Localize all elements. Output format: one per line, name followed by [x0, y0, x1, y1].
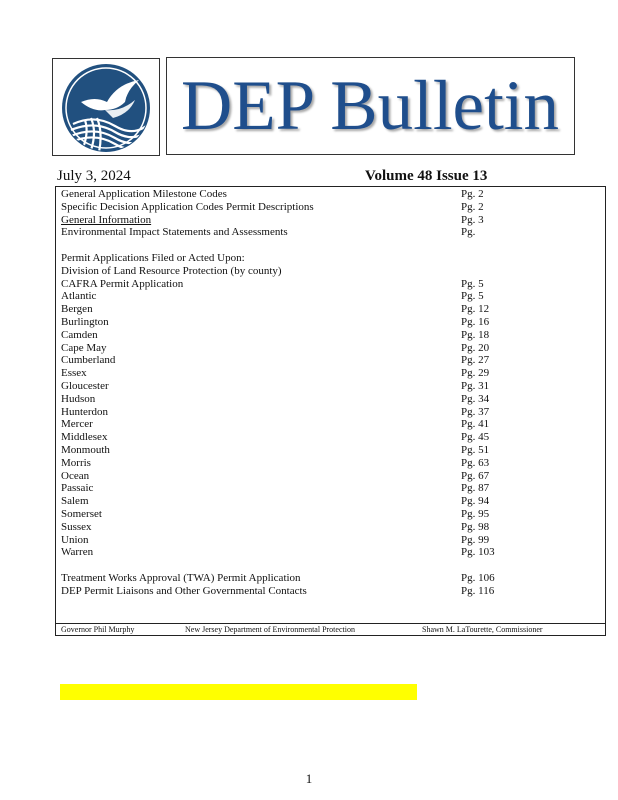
toc-row — [61, 457, 601, 470]
bulletin-title: DEP Bulletin — [181, 67, 560, 145]
toc-row — [61, 201, 601, 214]
toc-row-label: Mercer — [61, 418, 93, 431]
toc-row — [61, 329, 601, 342]
toc-row-page: Pg. 98 — [461, 520, 490, 533]
toc-row-label: General Application Milestone Codes — [61, 188, 227, 200]
toc-row-label: Somerset — [61, 507, 102, 520]
toc-row-page: Pg. — [461, 226, 476, 239]
toc-row — [61, 265, 601, 278]
toc-row-label: Passaic — [61, 482, 94, 495]
nj-dep-seal-icon — [55, 62, 157, 154]
toc-row-page: Pg. 2 — [461, 188, 484, 200]
toc-row — [61, 393, 601, 406]
toc-row — [61, 214, 601, 227]
toc-row-page: Pg. 2 — [461, 200, 484, 213]
toc-row-page: Pg. 94 — [461, 495, 490, 508]
toc-row-label: Hunterdon — [61, 405, 109, 418]
toc-row-label: Ocean — [61, 469, 90, 482]
toc-row-page: Pg. 20 — [461, 341, 490, 354]
toc-row-label: Environmental Impact Statements and Assessments — [61, 226, 288, 239]
toc-row-page: Pg. 67 — [461, 469, 490, 482]
toc-row — [61, 342, 601, 355]
toc-row-label: Hudson — [61, 392, 96, 405]
toc-row — [61, 226, 601, 239]
toc-row-label: Cumberland — [61, 354, 116, 367]
footer-commissioner: Shawn M. LaTourette, Commissioner — [422, 625, 543, 634]
logo-box — [52, 58, 160, 156]
toc-row-label: Monmouth — [61, 443, 110, 456]
toc-row-page: Pg. 31 — [461, 379, 490, 392]
footer-governor: Governor Phil Murphy — [61, 625, 135, 634]
toc-row-label: Atlantic — [61, 290, 97, 303]
toc-row-page: Pg. 3 — [461, 213, 484, 226]
toc-row-label: Middlesex — [61, 431, 108, 444]
issue-volume: Volume 48 Issue 13 — [365, 168, 488, 184]
toc-row — [61, 470, 601, 483]
toc-row-label: Morris — [61, 456, 91, 469]
toc-row-page: Pg. 29 — [461, 367, 490, 380]
toc-row-page: Pg. 18 — [461, 328, 490, 341]
toc-row — [61, 534, 601, 547]
issue-header — [57, 168, 577, 186]
toc-row-page: Pg. 16 — [461, 315, 490, 328]
toc-row — [61, 585, 601, 598]
toc-row — [61, 278, 601, 291]
toc-row — [61, 252, 601, 265]
toc-row — [61, 290, 601, 303]
toc-row-label: Division of Land Resource Protection (by county) — [61, 264, 282, 277]
toc-row-page: Pg. 45 — [461, 431, 490, 444]
toc-list — [61, 188, 601, 598]
toc-row-page: Pg. 99 — [461, 533, 490, 546]
toc-row-page: Pg. 41 — [461, 418, 490, 431]
toc-row-page: Pg. 116 — [461, 584, 495, 597]
toc-row — [61, 508, 601, 521]
toc-row-label: Sussex — [61, 520, 92, 533]
toc-row-label: Cape May — [61, 341, 107, 354]
page-number: 1 — [305, 771, 313, 786]
toc-row-page: Pg. 106 — [461, 571, 495, 584]
toc-row-label: Specific Decision Application Codes Permit Descriptions — [61, 200, 314, 213]
toc-row — [61, 444, 601, 457]
toc-row — [61, 303, 601, 316]
toc-row — [61, 188, 601, 201]
toc-row-page: Pg. 12 — [461, 303, 490, 316]
toc-row — [61, 546, 601, 559]
toc-row-label: Camden — [61, 328, 98, 341]
toc-row-page: Pg. 34 — [461, 392, 490, 405]
toc-row-page: Pg. 51 — [461, 443, 490, 456]
toc-row-page: Pg. 103 — [461, 546, 495, 559]
table-of-contents — [55, 186, 606, 636]
toc-spacer — [61, 239, 601, 252]
toc-row — [61, 431, 601, 444]
toc-row-page: Pg. 5 — [461, 277, 484, 290]
toc-row — [61, 316, 601, 329]
toc-row — [61, 418, 601, 431]
toc-row-page: Pg. 87 — [461, 482, 490, 495]
toc-row-label: Treatment Works Approval (TWA) Permit Application — [61, 571, 301, 584]
toc-row-label: Permit Applications Filed or Acted Upon: — [61, 251, 245, 264]
toc-row-page: Pg. 95 — [461, 507, 490, 520]
toc-row — [61, 367, 601, 380]
issue-date: July 3, 2024 — [57, 168, 131, 184]
footer-department: New Jersey Department of Environmental Protection — [185, 625, 355, 634]
toc-row — [61, 495, 601, 508]
toc-row-page: Pg. 5 — [461, 290, 484, 303]
toc-row-page: Pg. 37 — [461, 405, 490, 418]
yellow-highlight-bar — [60, 684, 417, 700]
toc-spacer — [61, 559, 601, 572]
bulletin-footer — [56, 624, 605, 636]
toc-row-label: Essex — [61, 367, 87, 380]
toc-row-label: CAFRA Permit Application — [61, 277, 184, 290]
toc-row-label: Union — [61, 533, 89, 546]
toc-row — [61, 521, 601, 534]
toc-row — [61, 482, 601, 495]
toc-row-page: Pg. 27 — [461, 354, 490, 367]
toc-row — [61, 572, 601, 585]
toc-row-page: Pg. 63 — [461, 456, 490, 469]
toc-row — [61, 354, 601, 367]
masthead-title-box — [166, 57, 575, 155]
toc-row-label: Bergen — [61, 303, 93, 316]
toc-row — [61, 406, 601, 419]
toc-row-label: DEP Permit Liaisons and Other Governmental Contacts — [61, 584, 307, 597]
toc-row-label: Burlington — [61, 315, 109, 328]
toc-row-label[interactable]: General Information — [61, 213, 152, 226]
toc-row-label: Gloucester — [61, 379, 109, 392]
toc-row-label: Warren — [61, 546, 94, 559]
toc-row — [61, 380, 601, 393]
toc-row-label: Salem — [61, 495, 89, 508]
